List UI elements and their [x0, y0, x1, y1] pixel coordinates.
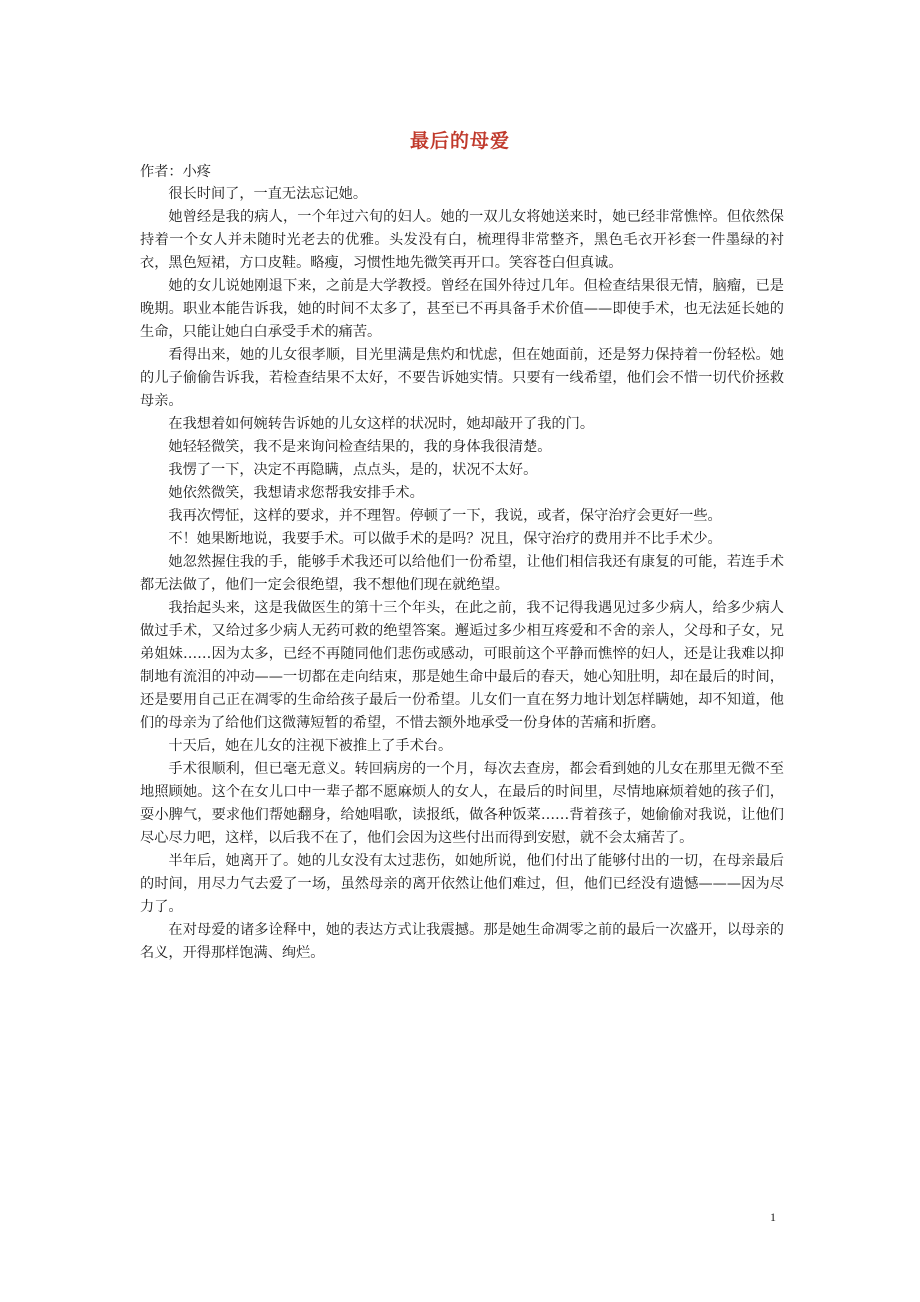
paragraph: 她的女儿说她刚退下来，之前是大学教授。曾经在国外待过几年。但检查结果很无情，脑瘤，已是晚期。职业本能告诉我，她的时间不太多了，甚至已不再具备手术价值——即使手术，也无法延长她的生命，只能让她白白承受手术的痛苦。 — [140, 278, 784, 340]
author-line: 作者：小疼 — [140, 164, 211, 180]
paragraph: 她曾经是我的病人，一个年过六旬的妇人。她的一双儿女将她送来时，她已经非常憔悴。但依然保持着一个女人并未随时光老去的优雅。头发没有白，梳理得非常整齐，黑色毛衣开衫套一件墨绿的衬衣，黑色短裙，方口皮鞋。略瘦，习惯性地先微笑再开口。笑容苍白但真诚。 — [140, 209, 784, 271]
paragraph: 很长时间了，一直无法忘记她。 — [168, 186, 368, 202]
paragraph: 在对母爱的诸多诠释中，她的表达方式让我震撼。那是她生命凋零之前的最后一次盛开，以母亲的名义，开得那样饱满、绚烂。 — [140, 922, 784, 961]
paragraph: 她忽然握住我的手，能够手术我还可以给他们一份希望，让他们相信我还有康复的可能，若连手术都无法做了，他们一定会很绝望，我不想他们现在就绝望。 — [140, 554, 784, 593]
paragraph: 十天后，她在儿女的注视下被推上了手术台。 — [168, 738, 453, 754]
paragraph: 我抬起头来，这是我做医生的第十三个年头，在此之前，我不记得我遇见过多少病人，给多少病人做过手术，又给过多少病人无药可救的绝望答案。邂逅过多少相互疼爱和不舍的亲人，父母和子女，兄弟姐妹……因为太多，已经不再随同他们悲伤或感动，可眼前这个平静而憔悴的妇人，还是让我难以抑制地有流泪的冲动——一切都在走向结束，那是她生命中最后的春天，她心知肚明，却在最后的时间，还是要用自己正在凋零的生命给孩子最后一份希望。儿女们一直在努力地计划怎样瞒她，却不知道，他们的母亲为了给他们这微薄短暂的希望，不惜去额外地承受一份身体的苦痛和折磨。 — [140, 600, 784, 731]
page-number: 1 — [770, 1210, 776, 1224]
paragraph: 她依然微笑，我想请求您帮我安排手术。 — [168, 485, 424, 501]
paragraph: 不！她果断地说，我要手术。可以做手术的是吗？况且，保守治疗的费用并不比手术少。 — [168, 531, 722, 547]
paragraph: 她轻轻微笑，我不是来询问检查结果的，我的身体我很清楚。 — [168, 439, 552, 455]
paragraph: 半年后，她离开了。她的儿女没有太过悲伤，如她所说，他们付出了能够付出的一切，在母亲最后的时间，用尽力气去爱了一场，虽然母亲的离开依然让他们难过，但，他们已经没有遗憾———因为尽力了。 — [140, 853, 784, 915]
paragraph: 在我想着如何婉转告诉她的儿女这样的状况时，她却敲开了我的门。 — [168, 416, 595, 432]
paragraph: 看得出来，她的儿女很孝顺，目光里满是焦灼和忧虑，但在她面前，还是努力保持着一份轻松。她的儿子偷偷告诉我，若检查结果不太好，不要告诉她实情。只要有一线希望，他们会不惜一切代价拯救母亲。 — [140, 347, 784, 409]
article-body — [140, 183, 784, 965]
document-title: 最后的母爱 — [409, 130, 510, 152]
paragraph: 手术很顺利，但已毫无意义。转回病房的一个月，每次去查房，都会看到她的儿女在那里无微不至地照顾她。这个在女儿口中一辈子都不愿麻烦人的女人，在最后的时间里，尽情地麻烦着她的孩子们，耍小脾气，要求他们帮她翻身，给她唱歌，读报纸，做各种饭菜……背着孩子，她偷偷对我说，让他们尽心尽力吧，这样，以后我不在了，他们会因为这些付出而得到安慰，就不会太痛苦了。 — [140, 761, 784, 846]
paragraph: 我愣了一下，决定不再隐瞒，点点头，是的，状况不太好。 — [168, 462, 538, 478]
paragraph: 我再次愕怔，这样的要求，并不理智。停顿了一下，我说，或者，保守治疗会更好一些。 — [168, 508, 722, 524]
